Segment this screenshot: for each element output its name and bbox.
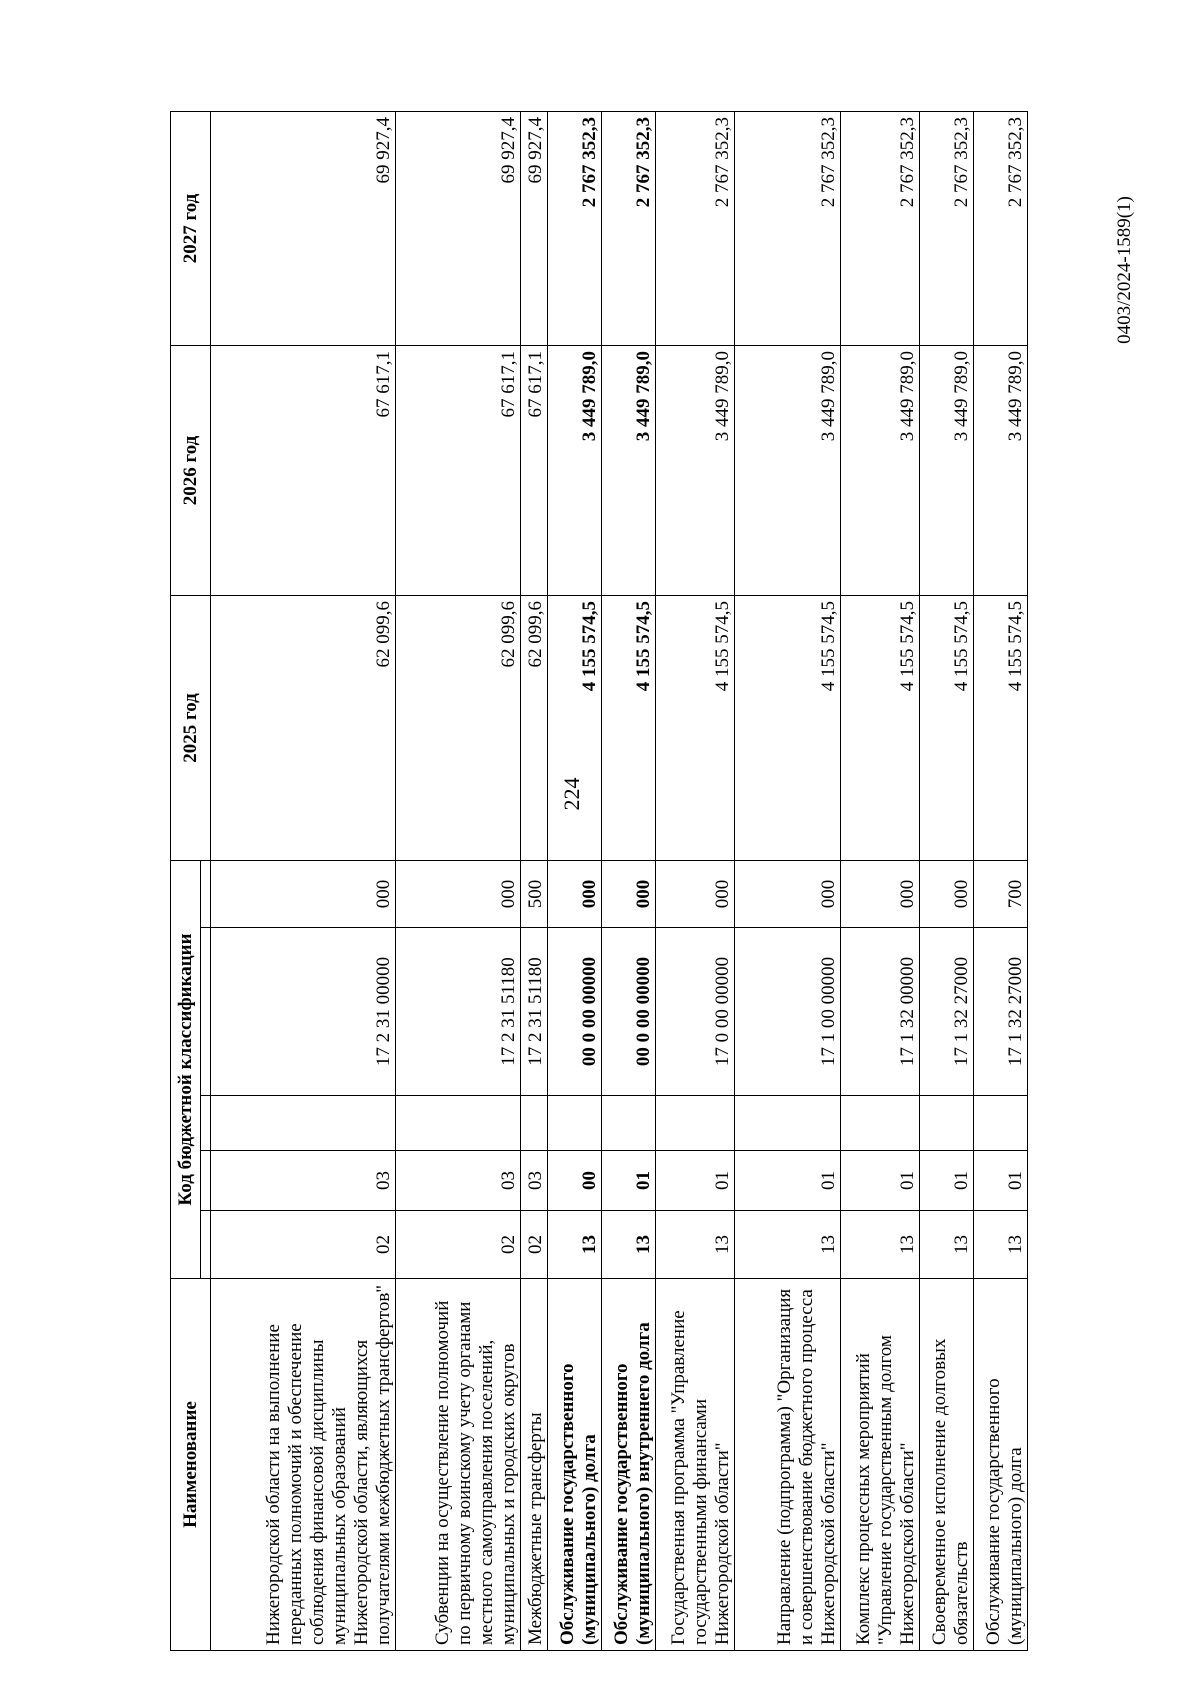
code-subsection: 00 [547, 1151, 601, 1211]
code-section: 13 [734, 1211, 840, 1279]
code-expense-type: 000 [919, 860, 973, 927]
table-row [840, 111, 919, 1650]
value-2025: 4 155 574,5 [919, 595, 973, 860]
code-section: 13 [840, 1211, 919, 1279]
value-2025: 62 099,6 [396, 595, 521, 860]
header-code-sub [201, 1211, 211, 1279]
table-row [973, 111, 1027, 1650]
value-2025: 62 099,6 [520, 595, 547, 860]
code-target: 17 0 00 00000 [655, 928, 734, 1096]
page-number: 224 [559, 777, 584, 811]
code-blank [840, 1096, 919, 1151]
code-target: 17 1 00 00000 [734, 928, 840, 1096]
value-2027: 2 767 352,3 [919, 111, 973, 345]
table-row [520, 111, 547, 1650]
value-2026: 3 449 789,0 [734, 345, 840, 595]
code-section: 13 [601, 1211, 655, 1279]
table-row [396, 111, 521, 1650]
code-subsection: 03 [211, 1151, 396, 1211]
code-section: 02 [211, 1211, 396, 1279]
code-blank [520, 1096, 547, 1151]
code-subsection: 01 [734, 1151, 840, 1211]
value-2025: 4 155 574,5 [547, 595, 601, 860]
row-name: Государственная программа "Управление государственными финансами Нижегородской области" [655, 1279, 734, 1651]
value-2027: 69 927,4 [211, 111, 396, 345]
header-2027: 2027 год [171, 111, 211, 345]
value-2026: 67 617,1 [211, 345, 396, 595]
code-target: 17 1 32 27000 [973, 928, 1027, 1096]
row-name: Обслуживание государственного (муниципального) долга [547, 1279, 601, 1651]
table-row [547, 111, 601, 1650]
row-name: Комплекс процессных мероприятий "Управление государственным долгом Нижегородской области" [840, 1279, 919, 1651]
header-code-sub [201, 860, 211, 927]
header-code-sub [201, 928, 211, 1096]
value-2025: 62 099,6 [211, 595, 396, 860]
value-2025: 4 155 574,5 [840, 595, 919, 860]
code-target: 00 0 00 00000 [601, 928, 655, 1096]
row-name: Межбюджетные трансферты [520, 1279, 547, 1651]
code-subsection: 01 [973, 1151, 1027, 1211]
code-target: 17 1 32 27000 [919, 928, 973, 1096]
code-section: 13 [973, 1211, 1027, 1279]
code-section: 13 [655, 1211, 734, 1279]
value-2025: 4 155 574,5 [655, 595, 734, 860]
code-expense-type: 000 [840, 860, 919, 927]
code-subsection: 01 [655, 1151, 734, 1211]
value-2027: 2 767 352,3 [601, 111, 655, 345]
document-code: 0403/2024-1589(1) [1114, 196, 1135, 344]
value-2027: 2 767 352,3 [547, 111, 601, 345]
code-blank [547, 1096, 601, 1151]
code-expense-type: 000 [211, 860, 396, 927]
value-2025: 4 155 574,5 [601, 595, 655, 860]
value-2027: 69 927,4 [520, 111, 547, 345]
code-subsection: 03 [396, 1151, 521, 1211]
code-subsection: 01 [919, 1151, 973, 1211]
value-2027: 69 927,4 [396, 111, 521, 345]
code-blank [211, 1096, 396, 1151]
budget-table-container [170, 112, 1028, 1651]
value-2026: 67 617,1 [520, 345, 547, 595]
value-2027: 2 767 352,3 [973, 111, 1027, 345]
code-blank [655, 1096, 734, 1151]
value-2025: 4 155 574,5 [973, 595, 1027, 860]
value-2026: 3 449 789,0 [973, 345, 1027, 595]
header-2025: 2025 год [171, 595, 211, 860]
code-section: 02 [520, 1211, 547, 1279]
code-blank [734, 1096, 840, 1151]
code-target: 17 2 31 00000 [211, 928, 396, 1096]
header-name: Наименование [171, 1279, 211, 1651]
code-expense-type: 000 [601, 860, 655, 927]
code-expense-type: 700 [973, 860, 1027, 927]
value-2027: 2 767 352,3 [734, 111, 840, 345]
table-row [655, 111, 734, 1650]
code-expense-type: 000 [547, 860, 601, 927]
value-2026: 3 449 789,0 [601, 345, 655, 595]
budget-table [170, 111, 1028, 1651]
code-expense-type: 000 [655, 860, 734, 927]
code-expense-type: 500 [520, 860, 547, 927]
row-name: Направление (подпрограмма) "Организация и совершенствование бюджетного процесса Нижегородской области" [734, 1279, 840, 1651]
code-blank [973, 1096, 1027, 1151]
code-expense-type: 000 [734, 860, 840, 927]
code-blank [396, 1096, 521, 1151]
value-2027: 2 767 352,3 [840, 111, 919, 345]
row-name: Нижегородской области на выполнение переданных полномочий и обеспечение соблюдения финансовой дисциплины муниципальных образований Нижегородской области, являющихся получателями межбюджетных трансфертов" [211, 1279, 396, 1651]
table-row [919, 111, 973, 1650]
value-2026: 3 449 789,0 [840, 345, 919, 595]
code-target: 17 1 32 00000 [840, 928, 919, 1096]
header-code-sub [201, 1096, 211, 1151]
header-code-sub [201, 1151, 211, 1211]
row-name: Своевременное исполнение долговых обязательств [919, 1279, 973, 1651]
code-section: 13 [919, 1211, 973, 1279]
code-blank [601, 1096, 655, 1151]
code-subsection: 01 [601, 1151, 655, 1211]
value-2026: 67 617,1 [396, 345, 521, 595]
value-2027: 2 767 352,3 [655, 111, 734, 345]
code-subsection: 01 [840, 1151, 919, 1211]
code-target: 00 0 00 00000 [547, 928, 601, 1096]
code-blank [919, 1096, 973, 1151]
code-target: 17 2 31 51180 [396, 928, 521, 1096]
code-expense-type: 000 [396, 860, 521, 927]
code-section: 13 [547, 1211, 601, 1279]
table-row [601, 111, 655, 1650]
row-name: Обслуживание государственного (муниципального) внутреннего долга [601, 1279, 655, 1651]
header-2026: 2026 год [171, 345, 211, 595]
value-2026: 3 449 789,0 [919, 345, 973, 595]
code-target: 17 2 31 51180 [520, 928, 547, 1096]
row-name: Обслуживание государственного (муниципального) долга [973, 1279, 1027, 1651]
header-code: Код бюджетной классификации [171, 860, 201, 1278]
row-name: Субвенции на осуществление полномочий по первичному воинскому учету органами местного самоуправления поселений, муниципальных и городских округов [396, 1279, 521, 1651]
table-row [211, 111, 396, 1650]
code-section: 02 [396, 1211, 521, 1279]
table-row [734, 111, 840, 1650]
code-subsection: 03 [520, 1151, 547, 1211]
value-2025: 4 155 574,5 [734, 595, 840, 860]
value-2026: 3 449 789,0 [547, 345, 601, 595]
value-2026: 3 449 789,0 [655, 345, 734, 595]
